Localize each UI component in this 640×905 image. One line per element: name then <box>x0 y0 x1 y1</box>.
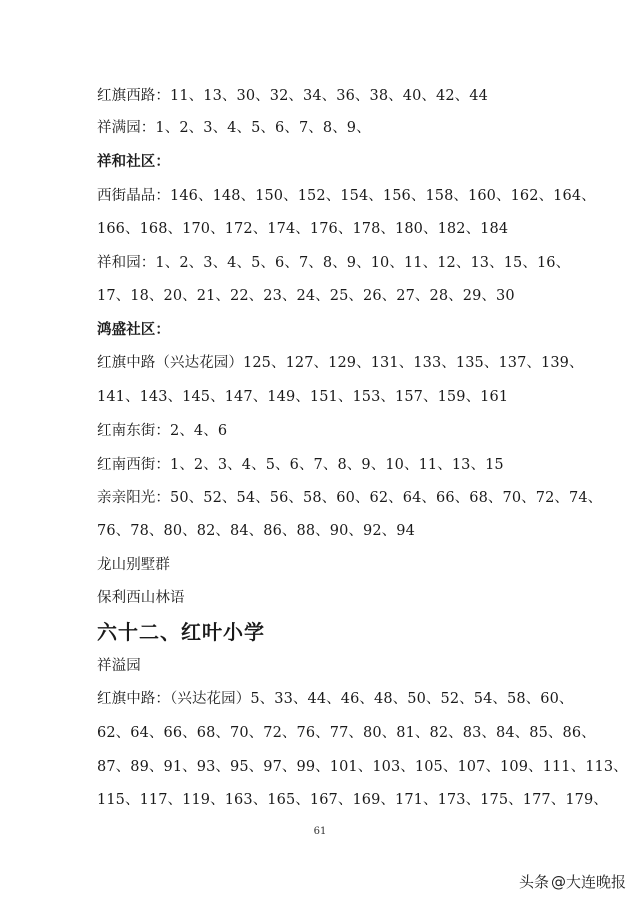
line-xiangman-garden: 祥满园：1、2、3、4、5、6、7、8、9、 <box>97 120 371 136</box>
line-hongqi-middle-road-xingda-cont3: 115、117、119、163、165、167、169、171、173、175、177、179、 <box>97 792 608 808</box>
page-number: 61 <box>313 826 327 837</box>
line-hongqi-middle-road-xingda-cont2: 87、89、91、93、95、97、99、101、103、105、107、109、111、113、 <box>97 759 628 775</box>
line-poly-xishan-linyu: 保利西山林语 <box>97 590 185 606</box>
section-hongsheng-community: 鸿盛社区： <box>97 322 170 338</box>
watermark <box>519 871 626 892</box>
heading-hongye-primary-school: 六十二、红叶小学 <box>97 620 265 644</box>
line-xijie-jingpin-cont: 166、168、170、172、174、176、178、180、182、184 <box>97 221 509 237</box>
line-qinqin-yangguang-cont: 76、78、80、82、84、86、88、90、92、94 <box>97 523 415 539</box>
line-qinqin-yangguang: 亲亲阳光：50、52、54、56、58、60、62、64、66、68、70、72、74、 <box>97 490 603 506</box>
line-xiangyi-garden: 祥溢园 <box>97 658 141 674</box>
line-hongqi-middle-road: 红旗中路（兴达花园）125、127、129、131、133、135、137、139、 <box>97 355 584 371</box>
line-hongnan-west-street: 红南西街：1、2、3、4、5、6、7、8、9、10、11、13、15 <box>97 457 504 473</box>
line-hongqi-middle-road-cont: 141、143、145、147、149、151、153、157、159、161 <box>97 389 509 405</box>
line-hongqi-west-road: 红旗西路：11、13、30、32、34、36、38、40、42、44 <box>97 88 488 104</box>
line-xianghe-garden-cont: 17、18、20、21、22、23、24、25、26、27、28、29、30 <box>97 288 515 304</box>
line-longshan-villas: 龙山别墅群 <box>97 557 170 573</box>
line-xianghe-garden: 祥和园：1、2、3、4、5、6、7、8、9、10、11、12、13、15、16、 <box>97 255 571 271</box>
watermark-prefix: 头条 <box>518 873 549 891</box>
line-hongqi-middle-road-xingda-cont1: 62、64、66、68、70、72、76、77、80、81、82、83、84、85、86、 <box>97 725 596 741</box>
line-hongqi-middle-road-xingda: 红旗中路：（兴达花园）5、33、44、46、48、50、52、54、58、60、 <box>97 691 574 707</box>
line-xijie-jingpin: 西街晶品：146、148、150、152、154、156、158、160、162、164、 <box>97 188 596 204</box>
watermark-handle: @大连晚报 <box>550 873 626 891</box>
section-xianghe-community: 祥和社区： <box>97 154 170 170</box>
line-hongnan-east-street: 红南东街：2、4、6 <box>97 423 228 439</box>
